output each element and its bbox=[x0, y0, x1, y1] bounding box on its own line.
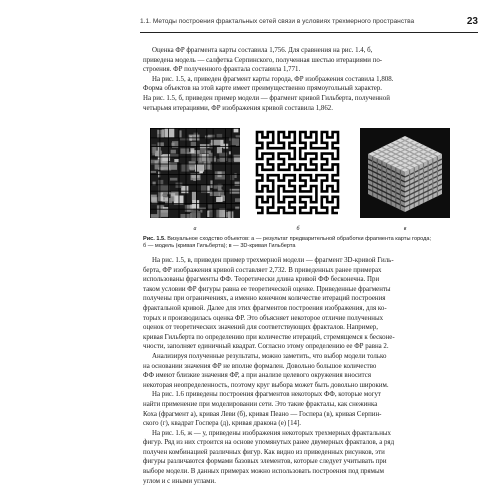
text-line: На рис. 1.6, ж — у, приведены изображения некоторых трехмерных фрактальных bbox=[152, 429, 391, 437]
caption-line-1: Визуальное сходство объектов: а — результат предварительной обработки фрагмента карты города; bbox=[165, 236, 432, 242]
caption-label: Рис. 1.5. bbox=[143, 236, 166, 242]
text-line: На рис. 1.5, б, приведен пример модели — фрагмент кривой Гильберта, полученной bbox=[143, 94, 390, 102]
text-line: найти применение при моделировании сети. Это такие фракталы, как снежинка bbox=[143, 400, 378, 408]
text-line: На рис. 1.5, а, приведен фрагмент карты города, ФР изображения составила 1,808. bbox=[152, 75, 394, 83]
text-block-top bbox=[143, 46, 469, 113]
text-line: на основании значения ФР не вполне формален. Довольно большое количество bbox=[143, 362, 377, 370]
text-line: торых и производилась оценка ФР. Это объясняет некоторое отличие полученных bbox=[143, 314, 384, 322]
figure-label-a: а bbox=[193, 226, 197, 232]
text-line: таком условии ФР фигуры равна ее теоретической оценке. Приведенные фрагменты bbox=[143, 285, 391, 293]
city-map-image bbox=[150, 128, 240, 218]
running-header bbox=[140, 16, 478, 33]
text-line: приведена модель — салфетка Серпинского, полученная шестью итерациями по- bbox=[143, 56, 383, 64]
text-line: получены при ограничениях, а именно конечном количестве итераций построения bbox=[143, 295, 386, 303]
hilbert-3d-image bbox=[360, 128, 450, 218]
text-block-bottom bbox=[143, 256, 469, 486]
running-title: 1.1. Методы построения фрактальных сетей связи в условиях трехмерного пространства bbox=[140, 18, 415, 25]
text-line: получен комбинацией различных фигур. Как видно из приведенных рисунков, эти bbox=[143, 448, 385, 456]
text-line: Анализируя полученные результаты, можно заметить, что выбор модели только bbox=[152, 352, 387, 360]
text-line: использованы фрагменты ФФ. Теоретически длина кривой ФФ бесконечна. При bbox=[143, 276, 380, 284]
text-line: Оценка ФР фрагмента карты составила 1,756. Для сравнения на рис. 1.4, б, bbox=[152, 47, 373, 54]
text-line: берта, ФР изображения кривой составляет 2,732. В приведенных ранее примерах bbox=[143, 266, 382, 274]
text-line: фрактальной кривой. Далее для этих фрагментов построения изображения, для ко- bbox=[143, 304, 387, 312]
figure-label-c: в bbox=[403, 226, 407, 232]
text-line: Форма объектов на этой карте имеет преимущественно прямоугольный характер. bbox=[143, 85, 382, 93]
text-line: ФФ имеют близкие значения ФР, а при анализе целевого окружения вносится bbox=[143, 372, 372, 380]
text-line: выборе модели. В данных примерах можно использовать построения под прямым bbox=[143, 468, 385, 476]
text-line: На рис. 1.5, в, приведен пример трехмерной модели — фрагмент 3D-кривой Гиль- bbox=[152, 257, 394, 264]
text-line: четырьмя итерациями, ФР изображения кривой составила 1,862. bbox=[143, 104, 333, 112]
hilbert-curve-image bbox=[253, 128, 343, 218]
text-line: оценок от теоретических значений для соответствующих фракталов. Например, bbox=[143, 324, 378, 332]
text-line: На рис. 1.6 приведены построения фрагментов некоторых ФФ, которые могут bbox=[152, 391, 381, 399]
text-line: строения. ФР полученного фрактала составила 1,771. bbox=[143, 66, 301, 74]
figure-label-b: б bbox=[296, 226, 300, 232]
text-line: Коха (фрагмент а), кривая Леви (б), кривая Пеано — Госпера (в), кривая Серпин- bbox=[143, 410, 382, 418]
page-number: 23 bbox=[466, 16, 478, 27]
text-line: углом и с иными углами. bbox=[143, 477, 216, 485]
text-line: ского (г), квадрат Госпера (д), кривая дракона (е) [14]. bbox=[143, 420, 301, 428]
text-line: чности, заполняет единичный квадрат. Согласно этому определению ее ФР равна 2. bbox=[143, 343, 389, 351]
text-line: некоторая неопределенность, поэтому круг выбора может быть довольно широким. bbox=[143, 381, 389, 389]
caption-line-2: б — модель (кривая Гильберта); в — 3D-кривая Гильберта bbox=[143, 243, 296, 250]
figure-caption bbox=[143, 236, 469, 251]
figure-1-5 bbox=[150, 128, 460, 232]
text-line: кривая Гильберта по определению при количестве итераций, стремящемся к бесконе- bbox=[143, 333, 395, 341]
text-line: фигур. Ряд из них строится на основе упомянутых ранее двумерных фракталов, а ряд bbox=[143, 439, 395, 447]
text-line: фигуры различаются формами базовых элементов, которые следует учитывать при bbox=[143, 458, 387, 466]
